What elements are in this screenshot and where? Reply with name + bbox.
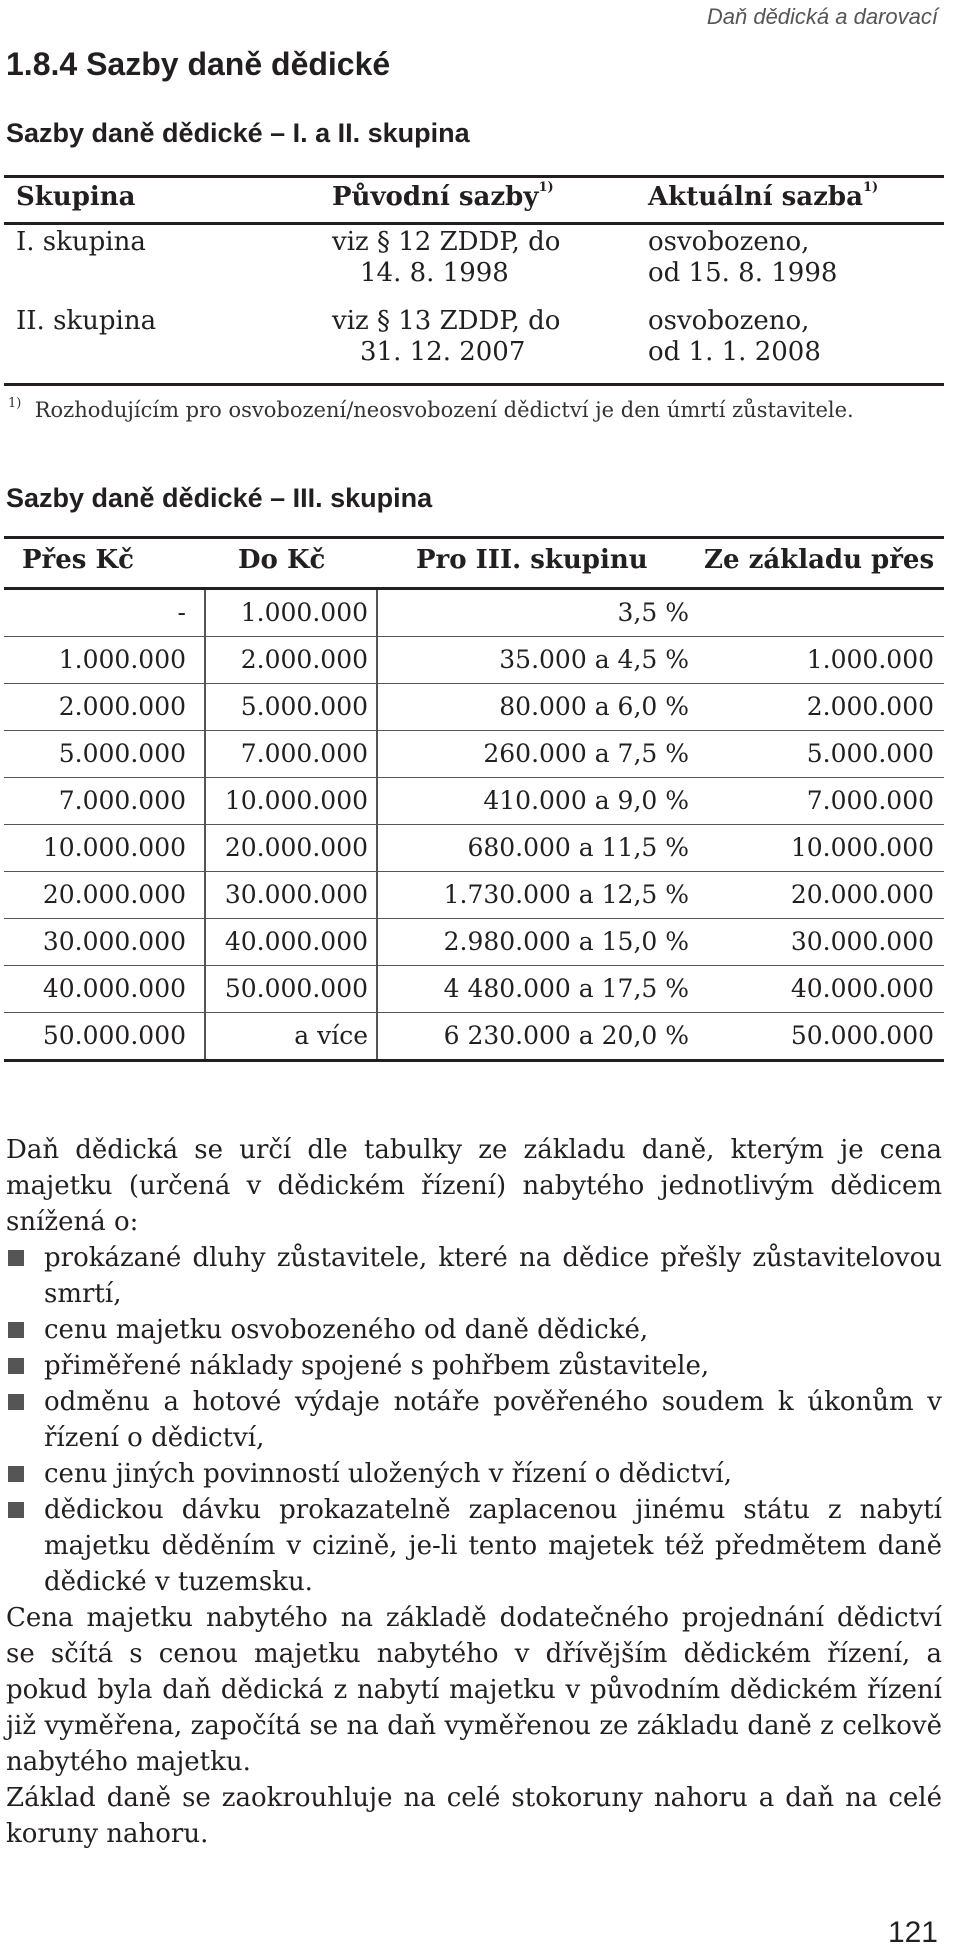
rate-cell: 2.980.000 a 15,0 % — [443, 927, 689, 956]
square-bullet-icon — [8, 1250, 24, 1266]
from-cell: 5.000.000 — [58, 739, 186, 768]
running-head: Daň dědická a darovací — [706, 4, 938, 29]
from-cell: 20.000.000 — [42, 880, 186, 909]
table-row — [4, 778, 944, 825]
table1-bottom-rule — [4, 383, 944, 386]
table-row — [4, 872, 944, 919]
footnote-mark: 1) — [538, 180, 554, 195]
from-cell: 30.000.000 — [42, 927, 186, 956]
column-divider — [204, 731, 206, 777]
rate-cell: 260.000 a 7,5 % — [483, 739, 689, 768]
table1-footnote: $^{1)}$ Rozhodujícím pro osvobození/neosvobození dědictví je den úmrtí zůstavitele. — [8, 396, 854, 422]
table-row — [4, 684, 944, 731]
list-item: odměnu a hotové výdaje notáře pověřeného soudem k úkonům v řízení o dědictví, — [6, 1384, 942, 1456]
header-from: Přes Kč — [22, 545, 134, 575]
base-cell: 20.000.000 — [790, 880, 934, 909]
column-divider — [376, 684, 378, 730]
to-cell: 1.000.000 — [240, 598, 368, 627]
column-divider — [204, 637, 206, 683]
to-cell: 5.000.000 — [240, 692, 368, 721]
group-cell: I. skupina — [16, 227, 146, 257]
list-item: přiměřené náklady spojené s pohřbem zůstavitele, — [6, 1348, 942, 1384]
deduction-list — [6, 1240, 942, 1600]
base-cell: 40.000.000 — [790, 974, 934, 1003]
group-cell: II. skupina — [16, 306, 157, 336]
to-cell: 7.000.000 — [240, 739, 368, 768]
page-number: 121 — [887, 1916, 938, 1949]
to-cell: 40.000.000 — [224, 927, 368, 956]
base-cell: 50.000.000 — [790, 1021, 934, 1050]
list-item: dědickou dávku prokazatelně zaplacenou jinému státu z nabytí majetku děděním v cizině, je-li tento majetek též předmětem daně dědické v tuzemsku. — [6, 1492, 942, 1600]
to-cell: 10.000.000 — [224, 786, 368, 815]
from-cell: 7.000.000 — [58, 786, 186, 815]
from-cell: 10.000.000 — [42, 833, 186, 862]
rate-cell: 680.000 a 11,5 % — [467, 833, 689, 862]
square-bullet-icon — [8, 1466, 24, 1482]
square-bullet-icon — [8, 1502, 24, 1518]
table2-header-row — [4, 536, 944, 590]
group-rates-table — [4, 175, 944, 386]
rate-cell: 35.000 a 4,5 % — [499, 645, 689, 674]
column-divider — [376, 731, 378, 777]
column-divider — [376, 966, 378, 1012]
column-divider — [204, 919, 206, 965]
from-cell: 2.000.000 — [58, 692, 186, 721]
base-cell: 7.000.000 — [806, 786, 934, 815]
to-cell: 50.000.000 — [224, 974, 368, 1003]
column-divider — [376, 778, 378, 824]
column-divider — [204, 590, 206, 636]
column-divider — [376, 590, 378, 636]
table1-title: Sazby daně dědické – I. a II. skupina — [6, 118, 470, 148]
table2-body — [4, 590, 944, 1062]
column-divider — [204, 778, 206, 824]
table-row — [4, 825, 944, 872]
table-row — [4, 1013, 944, 1062]
table2-title: Sazby daně dědické – III. skupina — [6, 483, 433, 513]
table-row — [4, 225, 944, 304]
body-text — [6, 1132, 942, 1852]
column-divider — [204, 684, 206, 730]
column-divider — [204, 825, 206, 871]
current-rate-cell: osvobozeno, od 1. 1. 2008 — [648, 306, 821, 367]
table1-header-group: Skupina — [16, 182, 136, 212]
base-cell: 2.000.000 — [806, 692, 934, 721]
rate-cell: 80.000 a 6,0 % — [499, 692, 689, 721]
list-item: cenu jiných povinností uložených v řízení o dědictví, — [6, 1456, 942, 1492]
table-row — [4, 637, 944, 684]
table-row — [4, 919, 944, 966]
footnote-mark: 1) — [862, 180, 879, 195]
from-cell: 40.000.000 — [42, 974, 186, 1003]
base-cell: 30.000.000 — [790, 927, 934, 956]
from-cell: 1.000.000 — [58, 645, 186, 674]
group3-rates-table — [4, 536, 944, 1062]
table1-header-current: Aktuální sazba$^{1)}$ — [648, 180, 879, 212]
rate-cell: 1.730.000 a 12,5 % — [443, 880, 689, 909]
paragraph: Základ daně se zaokrouhluje na celé stokoruny nahoru a daň na celé koruny nahoru. — [6, 1783, 942, 1849]
column-divider — [204, 966, 206, 1012]
base-cell: 5.000.000 — [806, 739, 934, 768]
to-cell: 20.000.000 — [224, 833, 368, 862]
intro-paragraph: Daň dědická se určí dle tabulky ze základu daně, kterým je cena majetku (určená v dědickém řízení) nabytého jednotlivým dědicem snížená o: — [6, 1135, 942, 1237]
table-row — [4, 966, 944, 1013]
column-divider — [204, 872, 206, 918]
section-title: 1.8.4 Sazby daně dědické — [6, 46, 391, 82]
table-row — [4, 590, 944, 637]
column-divider — [376, 919, 378, 965]
to-cell: a více — [294, 1021, 368, 1050]
table1-header-row — [4, 175, 944, 225]
base-cell: 10.000.000 — [790, 833, 934, 862]
column-divider — [376, 1013, 378, 1059]
original-rate-cell: viz § 12 ZDDP, do 14. 8. 1998 — [332, 227, 561, 288]
column-divider — [376, 825, 378, 871]
rate-cell: 4 480.000 a 17,5 % — [443, 974, 689, 1003]
table-row — [4, 731, 944, 778]
rate-cell: 410.000 a 9,0 % — [483, 786, 689, 815]
table-row — [4, 304, 944, 383]
list-item: cenu majetku osvobozeného od daně dědické, — [6, 1312, 942, 1348]
to-cell: 30.000.000 — [224, 880, 368, 909]
rate-cell: 3,5 % — [617, 598, 689, 627]
paragraph: Cena majetku nabytého na základě dodatečného projednání dědictví se sčítá s cenou majetku nabytého v dřívějším dědickém řízení, a pokud byla daň dědická z nabytí majetku v původním dědickém řízení již vyměřena, započítá se na daň vyměřenou ze základu daně z celkově nabytého majetku. — [6, 1603, 942, 1777]
square-bullet-icon — [8, 1358, 24, 1374]
column-divider — [204, 1013, 206, 1059]
rate-cell: 6 230.000 a 20,0 % — [443, 1021, 689, 1050]
square-bullet-icon — [8, 1394, 24, 1410]
header-base: Ze základu přes — [704, 545, 935, 575]
column-divider — [376, 872, 378, 918]
base-cell: 1.000.000 — [806, 645, 934, 674]
column-divider — [376, 637, 378, 683]
header-to: Do Kč — [238, 545, 326, 575]
to-cell: 2.000.000 — [240, 645, 368, 674]
square-bullet-icon — [8, 1322, 24, 1338]
original-rate-cell: viz § 13 ZDDP, do 31. 12. 2007 — [332, 306, 561, 367]
from-cell: 50.000.000 — [42, 1021, 186, 1050]
header-rate: Pro III. skupinu — [416, 545, 648, 575]
current-rate-cell: osvobozeno, od 15. 8. 1998 — [648, 227, 838, 288]
table1-header-original: Původní sazby$^{1)}$ — [332, 180, 554, 212]
from-cell: - — [177, 598, 186, 627]
list-item: prokázané dluhy zůstavitele, které na dědice přešly zůstavitelovou smrtí, — [6, 1240, 942, 1312]
